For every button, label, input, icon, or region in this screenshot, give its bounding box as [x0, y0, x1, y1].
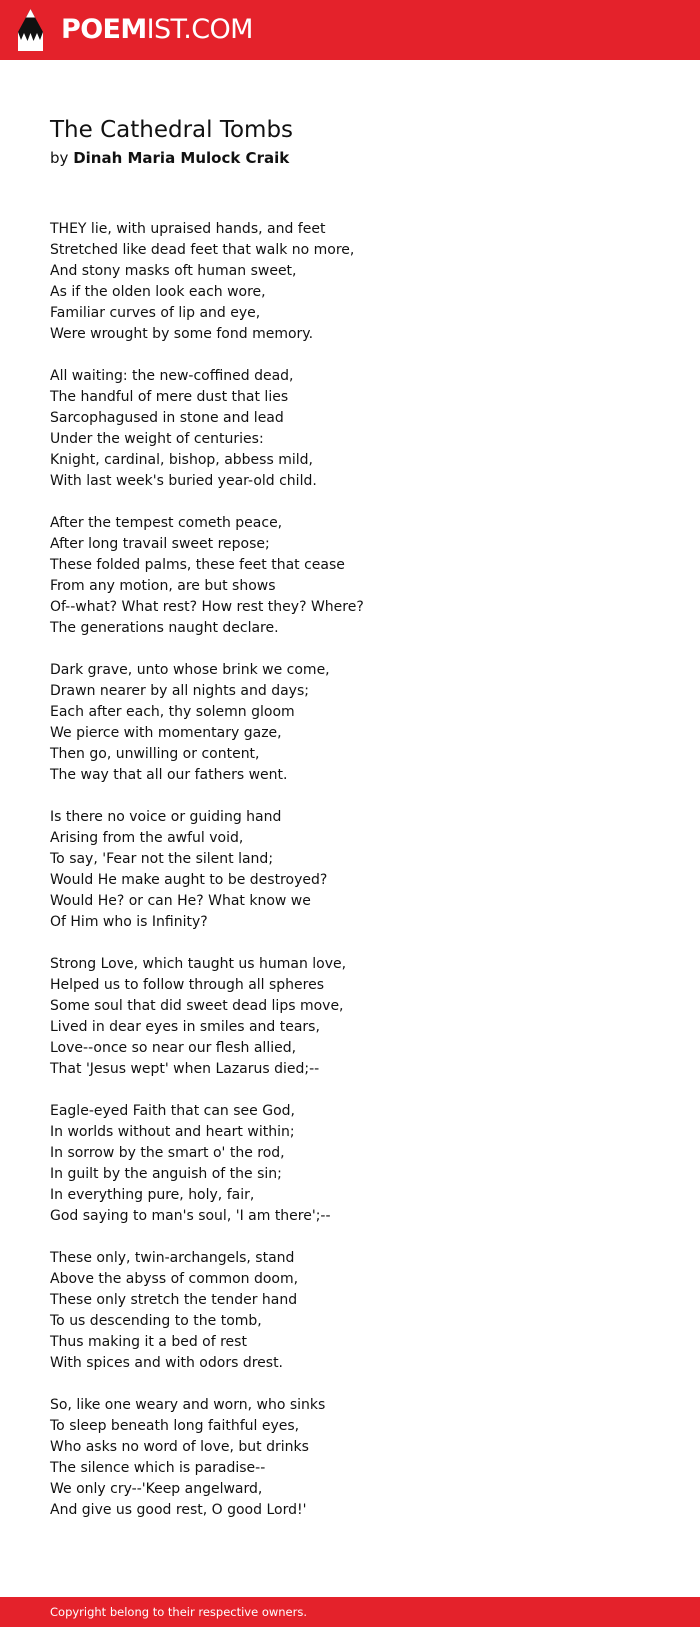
poem-line: So, like one weary and worn, who sinks: [50, 1397, 326, 1413]
poem-line: In worlds without and heart within;: [50, 1124, 295, 1140]
poem-line: Would He? or can He? What know we: [50, 893, 311, 909]
poem-line: Of Him who is Infinity?: [50, 914, 208, 930]
site-header: [0, 0, 700, 60]
poem-line: Helped us to follow through all spheres: [50, 977, 325, 993]
poem-line: We only cry--'Keep angelward,: [50, 1481, 263, 1497]
poem-line: Lived in dear eyes in smiles and tears,: [50, 1019, 320, 1035]
poem-line: After long travail sweet repose;: [50, 536, 270, 552]
poem-line: Drawn nearer by all nights and days;: [50, 683, 309, 699]
poem-line: God saying to man's soul, 'I am there';--: [50, 1208, 331, 1224]
stanza: [50, 219, 650, 345]
poem-line: We pierce with momentary gaze,: [50, 725, 282, 741]
poem-line: THEY lie, with upraised hands, and feet: [50, 221, 326, 237]
poem-line: The handful of mere dust that lies: [50, 389, 289, 405]
poem-line: These only, twin-archangels, stand: [50, 1250, 295, 1266]
stanza: [50, 513, 650, 639]
poem-line: Is there no voice or guiding hand: [50, 809, 282, 825]
poem-line: Knight, cardinal, bishop, abbess mild,: [50, 452, 313, 468]
poem-line: All waiting: the new-coffined dead,: [50, 368, 294, 384]
poem-line: To us descending to the tomb,: [50, 1313, 262, 1329]
poem-line: These folded palms, these feet that cease: [50, 557, 345, 573]
poem-line: Sarcophagused in stone and lead: [50, 410, 284, 426]
stanza: [50, 660, 650, 786]
poem-title: The Cathedral Tombs: [50, 117, 294, 143]
poem-line: To say, 'Fear not the silent land;: [50, 851, 274, 867]
stanza: [50, 1248, 650, 1374]
poem-line: Would He make aught to be destroyed?: [50, 872, 328, 888]
byline: [50, 147, 289, 169]
by-label: by: [50, 149, 69, 167]
poem-line: Some soul that did sweet dead lips move,: [50, 998, 344, 1014]
poem-line: As if the olden look each wore,: [50, 284, 266, 300]
poem-line: In guilt by the anguish of the sin;: [50, 1166, 282, 1182]
pencil-tip-icon[interactable]: [18, 9, 43, 51]
poem-body: [50, 219, 650, 1542]
poem-line: That 'Jesus wept' when Lazarus died;--: [50, 1061, 320, 1077]
poem-line: Love--once so near our flesh allied,: [50, 1040, 297, 1056]
author-name: Dinah Maria Mulock Craik: [73, 149, 290, 167]
poem-line: To sleep beneath long faithful eyes,: [50, 1418, 300, 1434]
poem-line: With last week's buried year-old child.: [50, 473, 317, 489]
poem-line: And give us good rest, O good Lord!': [50, 1502, 307, 1518]
poem-line: Above the abyss of common doom,: [50, 1271, 299, 1287]
stanza: [50, 366, 650, 492]
site-logo-text[interactable]: [61, 12, 253, 48]
stanza: [50, 1101, 650, 1227]
stanza: [50, 807, 650, 933]
brand-bold: POEM: [61, 14, 147, 45]
stanza: [50, 954, 650, 1080]
poem-line: Under the weight of centuries:: [50, 431, 264, 447]
poem-line: The generations naught declare.: [50, 620, 279, 636]
site-footer: [0, 1597, 700, 1627]
poem-line: After the tempest cometh peace,: [50, 515, 283, 531]
poem-line: With spices and with odors drest.: [50, 1355, 284, 1371]
poem-line: Familiar curves of lip and eye,: [50, 305, 261, 321]
poem-line: Each after each, thy solemn gloom: [50, 704, 295, 720]
stanza: [50, 1395, 650, 1521]
poem-line: Arising from the awful void,: [50, 830, 244, 846]
poem-line: In everything pure, holy, fair,: [50, 1187, 255, 1203]
poem-line: In sorrow by the smart o' the rod,: [50, 1145, 285, 1161]
poem-line: Dark grave, unto whose brink we come,: [50, 662, 330, 678]
poem-line: Were wrought by some fond memory.: [50, 326, 314, 342]
poem-line: And stony masks oft human sweet,: [50, 263, 297, 279]
poem-line: Eagle-eyed Faith that can see God,: [50, 1103, 295, 1119]
copyright-text: Copyright belong to their respective owners.: [50, 1605, 308, 1619]
brand-light: IST.COM: [146, 14, 253, 45]
poem-line: Stretched like dead feet that walk no more,: [50, 242, 355, 258]
poem-line: These only stretch the tender hand: [50, 1292, 298, 1308]
poem-line: Who asks no word of love, but drinks: [50, 1439, 309, 1455]
poem-line: Strong Love, which taught us human love,: [50, 956, 347, 972]
poem-line: Of--what? What rest? How rest they? Where?: [50, 599, 364, 615]
poem-line: The way that all our fathers went.: [50, 767, 288, 783]
poem-line: Then go, unwilling or content,: [50, 746, 260, 762]
poem-line: The silence which is paradise--: [50, 1460, 266, 1476]
poem-line: Thus making it a bed of rest: [50, 1334, 247, 1350]
poem-line: From any motion, are but shows: [50, 578, 276, 594]
